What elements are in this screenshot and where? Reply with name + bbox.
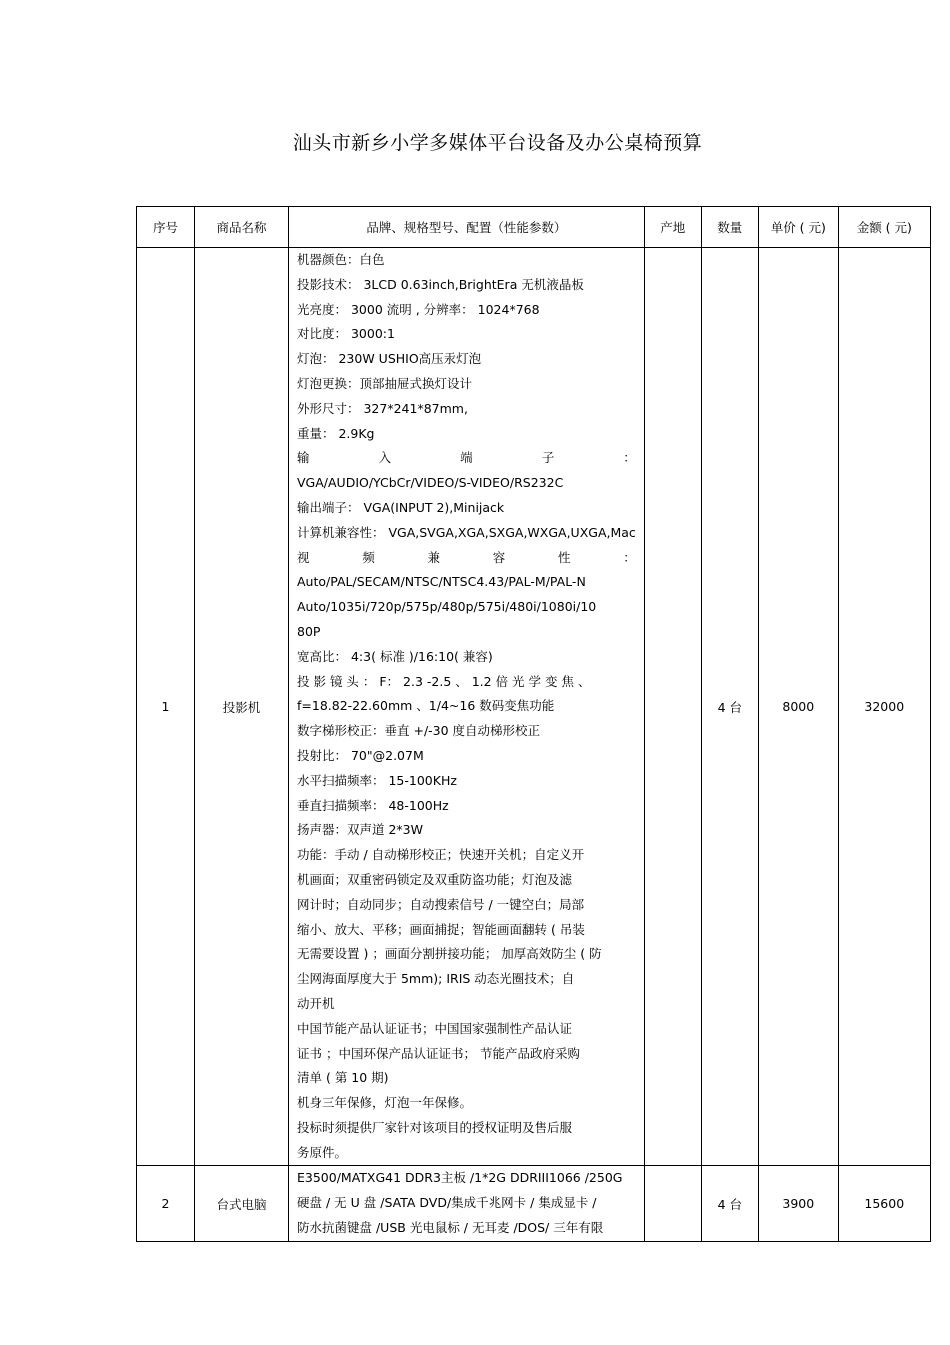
spec-line: 投 影 镜 头 ： F： 2.3 -2.5 、 1.2 倍 光 学 变 焦 、 [297,673,591,689]
spec-line: 务原件。 [297,1144,348,1160]
spec-line: 硬盘 / 无 U 盘 /SATA DVD/集成千兆网卡 / 集成显卡 / [297,1195,597,1211]
row-qty: 4 台 [701,248,758,1166]
row-name: 投影机 [195,248,289,1166]
spec-line: 视 频 兼 容 性 ： [297,549,636,565]
spec-line: 投标时须提供厂家针对该项目的授权证明及售后服 [297,1119,573,1135]
row-amount: 32000 [838,248,930,1166]
row-amount: 15600 [838,1166,930,1241]
spec-line: 机画面；双重密码锁定及双重防盗功能；灯泡及滤 [297,871,573,887]
spec-line: 80P [297,623,321,639]
row-price: 8000 [758,248,838,1166]
row-price: 3900 [758,1166,838,1241]
spec-line: 输 入 端 子 ： [297,450,636,466]
spec-line: 动开机 [297,995,335,1011]
row-origin [644,248,701,1166]
header-name: 商品名称 [195,207,289,248]
spec-line: 功能：手动 / 自动梯形校正；快速开关机；自定义开 [297,847,585,863]
spec-line: Auto/PAL/SECAM/NTSC/NTSC4.43/PAL-M/PAL-N [297,574,586,590]
spec-line: 缩小、放大、平移；画面捕捉；智能画面翻转 ( 吊装 [297,921,585,937]
spec-line: 外形尺寸： 327*241*87mm, [297,400,468,416]
spec-line: 尘网海面厚度大于 5mm); IRIS 动态光圈技术；自 [297,971,575,987]
spec-line: 输出端子： VGA(INPUT 2),Minijack [297,499,505,515]
spec-line: VGA/AUDIO/YCbCr/VIDEO/S-VIDEO/RS232C [297,475,564,491]
spec-line: 中国节能产品认证证书；中国国家强制性产品认证 [297,1020,573,1036]
spec-line: 投射比： 70"@2.07M [297,747,424,763]
spec-line: 扬声器：双声道 2*3W [297,822,423,838]
spec-line: 投影技术： 3LCD 0.63inch,BrightEra 无机液晶板 [297,276,584,292]
spec-line: 重量： 2.9Kg [297,425,375,441]
row-name: 台式电脑 [195,1166,289,1241]
header-amount: 金额 ( 元) [838,207,930,248]
row-seq: 1 [137,248,195,1166]
spec-line: 对比度： 3000:1 [297,326,395,342]
table-row [137,248,931,1166]
document-title: 汕头市新乡小学多媒体平台设备及办公桌椅预算 [292,132,703,154]
row-origin [644,1166,701,1241]
budget-table [136,206,931,1242]
header-price: 单价 ( 元) [758,207,838,248]
spec-line: 灯泡： 230W USHIO高压汞灯泡 [297,351,482,367]
header-seq: 序号 [137,207,195,248]
spec-line: 清单 ( 第 10 期) [297,1070,389,1086]
spec-line: 计算机兼容性： VGA,SVGA,XGA,SXGA,WXGA,UXGA,Mac [297,524,636,540]
spec-line: 无需要设置 ) ；画面分割拼接功能； 加厚高效防尘 ( 防 [297,946,602,962]
spec-line: 数字梯形校正：垂直 +/-30 度自动梯形校正 [297,723,541,739]
spec-line: f=18.82-22.60mm 、1/4~16 数码变焦功能 [297,698,555,714]
table-row [137,1166,931,1241]
spec-line: 光亮度： 3000 流明 , 分辨率： 1024*768 [297,301,540,317]
header-row [137,207,931,248]
spec-line: 网计时；自动同步；自动搜索信号 / 一键空白；局部 [297,896,585,912]
row-spec [289,248,645,1166]
header-qty: 数量 [701,207,758,248]
spec-line: E3500/MATXG41 DDR3主板 /1*2G DDRIII1066 /250G [297,1170,623,1186]
spec-line: 机器颜色：白色 [297,252,385,267]
row-seq: 2 [137,1166,195,1241]
header-spec: 品牌、规格型号、配置（性能参数） [289,207,645,248]
spec-line: 防水抗菌键盘 /USB 光电鼠标 / 无耳麦 /DOS/ 三年有限 [297,1220,604,1236]
spec-line: 灯泡更换：顶部抽屉式换灯设计 [297,375,473,391]
spec-line: Auto/1035i/720p/575p/480p/575i/480i/1080i/10 [297,599,597,615]
spec-line: 宽高比： 4:3( 标准 )/16:10( 兼容) [297,648,493,664]
row-spec [289,1166,645,1241]
spec-line: 机身三年保修，灯泡一年保修。 [297,1095,473,1111]
spec-line: 证书 ；中国环保产品认证证书； 节能产品政府采购 [297,1045,580,1061]
spec-line: 垂直扫描频率： 48-100Hz [297,797,449,813]
row-qty: 4 台 [701,1166,758,1241]
spec-line: 水平扫描频率： 15-100KHz [297,772,457,788]
header-origin: 产地 [644,207,701,248]
